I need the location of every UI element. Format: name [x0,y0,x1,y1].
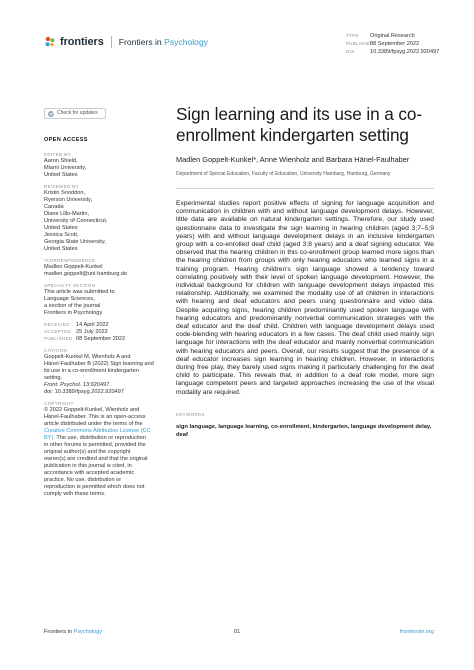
article-affiliation: Department of Special Education, Faculty of Education, University Hamburg, Hamburg, Germany [176,171,391,178]
keywords-list: sign language, language learning, co-enrollment, kindergarten, language development delay, deaf [176,423,432,438]
edited-by-label: EDITED BY [44,152,71,158]
meta-type-value: Original Research [370,33,415,39]
citation-journal: Front. Psychol. [44,382,82,389]
frontiers-logo-icon [44,36,56,48]
reviewed-by-text: Kristin Snoddon, Ryerson University, Canada Diane Lillo-Martin, University of Connecticut, United States Jessica Scott, Georgia State University, United States [44,190,108,253]
copyright-section [44,401,166,498]
correspondence-section [44,258,166,278]
date-received [44,322,166,329]
date-received-label: RECEIVED [44,322,70,328]
check-for-updates-button[interactable] [44,108,106,119]
article-authors: Madlen Goppelt-Kunkel*, Anne Wienholz and Barbara Hänel-Faulhaber [176,155,410,164]
brand-name: frontiers [60,36,104,48]
date-accepted-value: 25 July 2022 [76,329,108,336]
edited-by-section [44,152,166,179]
meta-published-label: PUBLISHED [346,41,374,46]
meta-type [346,32,474,40]
correspondence-text[interactable]: Madlen Goppelt-Kunkel madlen.goppelt@uni-hamburg.de [44,264,128,278]
meta-published [346,40,474,48]
specialty-section [44,283,166,317]
footer-journal-prefix: Frontiers in [44,629,74,635]
footer-site-link[interactable]: frontiersin.org [399,629,434,635]
article-title: Sign learning and its use in a co-enrollment kindergarten setting [176,104,422,145]
dates-section [44,322,166,343]
article-abstract: Experimental studies report positive effects of signing for language acquisition and communication in children with and without language development delays. However, little data are available on natural kindergarten settings. Therefore, our study used questionnaire data to investigate the sign learning in hearing children (aged 3;7–5;9 years) with and without language development delays in an inclusive kindergarten group with a co-enrolled deaf child (aged 3;8 years) and a deaf signing educator. We observed that the hearing children in this co-enrollment group learned more signs than the hearing children from groups with only hearing educators who learned signs in a training program. Hearing children's sign language showed a tendency toward correlating positively with their level of spoken language development. However, the individual background for children with language development delays impacted this relationship. Additionally, we examined the modality use of all children in interactions with hearing and deaf educators and peers using questionnaire and video data. Despite acquiring signs, hearing children predominantly used spoken language with hearing educators and predominantly nonverbal communication strategies with the deaf educator and the deaf child. Children with language development delays used code-blending with hearing educators in a few cases. The deaf child used mainly sign language for interactions with the deaf educator and mainly nonverbal communication with hearing educators and peers. Overall, our results suggest that the presence of a deaf educator increases sign learning in hearing children. However, in interactions during free play, they barely used signs making it particularly challenging for the deaf child to participate. This reveals that, in addition to a deaf role model, more sign language competent peers and targeted approaches increasing the use of the visual modality are required. [176,200,434,396]
meta-type-label: TYPE [346,33,359,38]
footer-journal [44,629,102,635]
page-footer [44,629,434,639]
check-icon [48,111,54,117]
meta-published-value: 08 September 2022 [370,41,420,47]
page-header [44,33,440,58]
meta-doi-label: DOI [346,49,355,54]
article-meta [346,32,474,56]
date-accepted [44,329,166,336]
citation-section [44,348,166,396]
brand-divider [111,36,112,48]
meta-doi [346,48,474,56]
copyright-text [44,407,166,498]
copyright-text-part1: © 2022 Goppelt-Kunkel, Wienholz and Hänel-Faulhaber. This is an open-access article distributed under the terms of the [44,407,146,428]
reviewed-by-section [44,184,166,253]
correspondence-label: *CORRESPONDENCE [44,258,96,264]
journal-name[interactable] [119,37,208,47]
page-number: 01 [234,629,241,635]
date-published-label: PUBLISHED [44,336,73,342]
date-received-value: 14 April 2022 [76,322,109,329]
title-divider [176,188,434,189]
citation-doi[interactable]: doi: 10.3389/fpsyg.2022.920497 [44,389,124,396]
citation-volume: 13:920497. [81,382,111,389]
edited-by-text: Aaron Shield, Miami University, United States [44,158,87,179]
specialty-label: SPECIALTY SECTION [44,283,96,289]
footer-journal-accent: Psychology [73,629,103,635]
open-access-label: OPEN ACCESS [44,137,88,143]
reviewed-by-label: REVIEWED BY [44,184,79,190]
date-published-value: 08 September 2022 [76,336,126,343]
cc-license-link[interactable]: Creative Commons Attribution License (CC BY). [44,428,151,442]
date-accepted-label: ACCEPTED [44,329,72,335]
article-sidebar [44,108,166,503]
copyright-label: COPYRIGHT [44,401,74,407]
citation-main: Goppelt-Kunkel M, Wienholz A and Hänel-Faulhaber B (2022) Sign learning and its use in a co-enrollment kindergarten setting. [44,354,154,382]
article-main [176,104,434,439]
check-for-updates-label: Check for updates [57,109,98,116]
specialty-text: This article was submitted to Language Sciences, a section of the journal Frontiers in Psychology [44,289,115,317]
brand [44,36,208,48]
keywords-label: KEYWORDS [176,411,205,417]
journal-name-prefix: Frontiers in [118,37,165,47]
copyright-text-part2: The use, distribution or reproduction in other forums is permitted, provided the original author(s) and the copyright owner(s) are credited and that the original publication in this journal is cited, in accordance with accepted academic practice. No use, distribution or reproduction is permitted which does not comply with these terms. [44,435,148,498]
meta-doi-value[interactable]: 10.3389/fpsyg.2022.920497 [370,49,440,55]
date-published [44,336,166,343]
journal-name-accent: Psychology [164,37,209,47]
citation-label: CITATION [44,348,68,354]
citation-text [44,354,166,396]
